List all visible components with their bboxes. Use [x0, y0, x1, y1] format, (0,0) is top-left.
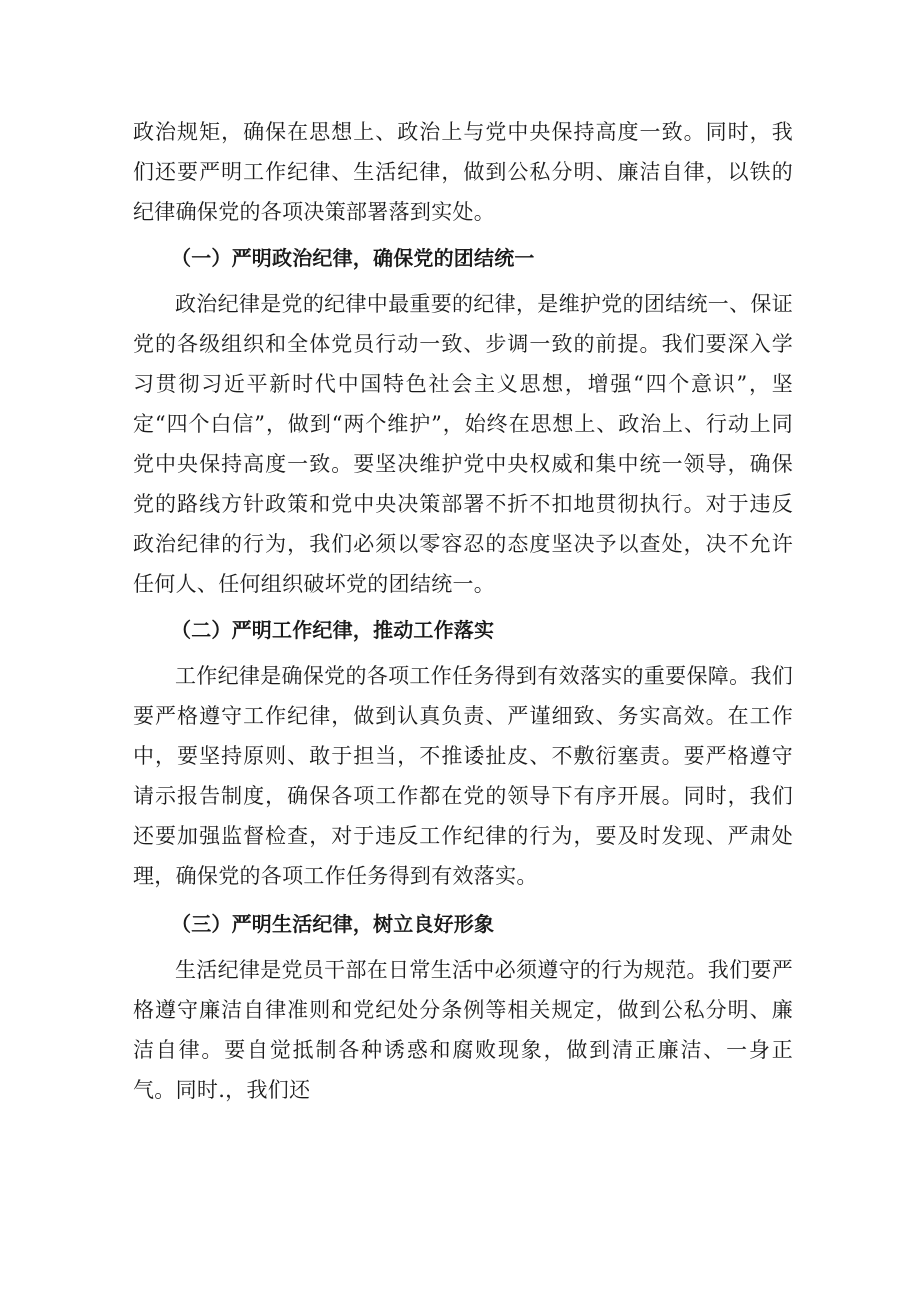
intro-paragraph: 政治规矩，确保在思想上、政治上与党中央保持高度一致。同时，我们还要严明工作纪律、生活纪律，做到公私分明、廉洁自律，以铁的纪律确保党的各项决策部署落到实处。 — [133, 120, 793, 224]
section-heading-2: （二）严明工作纪律，推动工作落实 — [171, 618, 495, 642]
section-paragraph-3: 生活纪律是党员干部在日常生活中必须遵守的行为规范。我们要严格遵守廉洁自律准则和党纪处分条例等相关规定，做到公私分明、廉洁自律。要自觉抵制各种诱惑和腐败现象，做到清正廉洁、一身正气。同时.，我们还 — [133, 958, 793, 1102]
document-body — [133, 112, 793, 1110]
section-paragraph-1: 政治纪律是党的纪律中最重要的纪律，是维护党的团结统一、保证党的各级组织和全体党员行动一致、步调一致的前提。我们要深入学习贯彻习近平新时代中国特色社会主义思想，增强“四个意识”，坚定“四个白信”，做到“两个维护”，始终在思想上、政治上、行动上同党中央保持高度一致。要坚决维护党中央权威和集中统一领导，确保党的路线方针政策和党中央决策部署不折不扣地贯彻执行。对于违反政治纪律的行为，我们必须以零容忍的态度坚决予以查处，决不允许任何人、任何组织破坏党的团结统一。 — [133, 292, 793, 596]
section-heading-1: （一）严明政治纪律，确保党的团结统一 — [171, 246, 535, 270]
section-heading-3: （三）严明生活纪律，树立良好形象 — [171, 912, 495, 936]
spacer — [133, 896, 793, 904]
section-paragraph-2: 工作纪律是确保党的各项工作任务得到有效落实的重要保障。我们要严格遵守工作纪律，做到认真负责、严谨细致、务实高效。在工作中，要坚持原则、敢于担当，不推诿扯皮、不敷衍塞责。要严格遵守请示报告制度，确保各项工作都在党的领导下有序开展。同时，我们还要加强监督检查，对于违反工作纪律的行为，要及时发现、严肃处理，确保党的各项工作任务得到有效落实。 — [133, 664, 793, 888]
